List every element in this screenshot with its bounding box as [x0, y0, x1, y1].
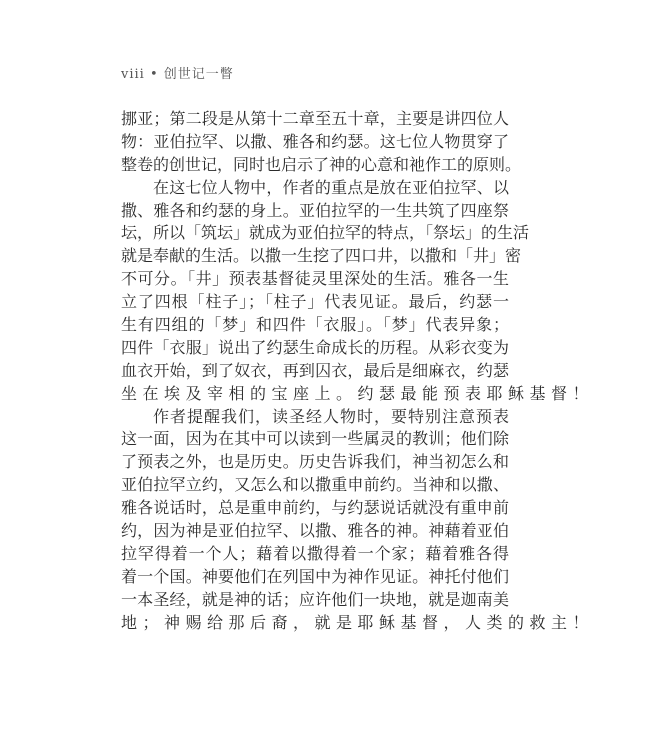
- text-line: 血衣开始，到了奴衣，再到囚衣，最后是细麻衣，约瑟: [121, 360, 509, 380]
- text-line: 立了四根「柱子」；「柱子」代表见证。最后，约瑟一: [121, 292, 509, 312]
- text-line: 生有四组的「梦」和四件「衣服」。「梦」代表异象；: [121, 315, 509, 335]
- text-line: 作者提醒我们，读圣经人物时，要特别注意预表: [153, 406, 509, 426]
- page-number: viii: [121, 67, 145, 82]
- text-line: 拉罕得着一个人；藉着以撒得着一个家；藉着雅各得: [121, 543, 509, 563]
- book-title: 创世记一瞥: [163, 67, 234, 82]
- body-text: [121, 108, 595, 634]
- text-line: 挪亚；第二段是从第十二章至五十章，主要是讲四位人: [121, 109, 509, 128]
- header-separator: •: [149, 67, 159, 82]
- text-line: 四件「衣服」说出了约瑟生命成长的历程。从彩衣变为: [121, 337, 509, 357]
- text-line: 约，因为神是亚伯拉罕、以撒、雅各的神。神藉着亚伯: [121, 521, 509, 541]
- text-line: 着一个国。神要他们在列国中为神作见证。神托付他们: [121, 566, 509, 586]
- text-line: 撒、雅各和约瑟的身上。亚伯拉罕的一生共筑了四座祭: [121, 200, 509, 220]
- text-line: 地；神赐给那后裔，就是耶稣基督，人类的救主！: [121, 612, 595, 632]
- text-line: 整卷的创世记，同时也启示了神的心意和祂作工的原则。: [121, 154, 522, 174]
- text-line: 物：亚伯拉罕、以撒、雅各和约瑟。这七位人物贯穿了: [121, 131, 509, 151]
- text-line: 了预表之外，也是历史。历史告诉我们，神当初怎么和: [121, 452, 509, 472]
- running-header: [121, 63, 234, 82]
- text-line: 这一面，因为在其中可以读到一些属灵的教训；他们除: [121, 429, 509, 449]
- text-line: 就是奉献的生活。以撒一生挖了四口井，以撒和「井」密: [121, 246, 522, 266]
- text-line: 亚伯拉罕立约，又怎么和以撒重申前约。当神和以撒、: [121, 475, 509, 495]
- text-line: 不可分。「井」预表基督徒灵里深处的生活。雅各一生: [121, 269, 509, 289]
- text-line: 一本圣经，就是神的话；应许他们一块地，就是迦南美: [121, 589, 509, 609]
- text-line: 在这七位人物中，作者的重点是放在亚伯拉罕、以: [153, 177, 509, 197]
- text-line: 雅各说话时，总是重申前约，与约瑟说话就没有重申前: [121, 498, 509, 518]
- text-line: 坛，所以「筑坛」就成为亚伯拉罕的特点，「祭坛」的生活: [121, 223, 530, 243]
- text-line: 坐在埃及宰相的宝座上。约瑟最能预表耶稣基督！: [121, 383, 595, 403]
